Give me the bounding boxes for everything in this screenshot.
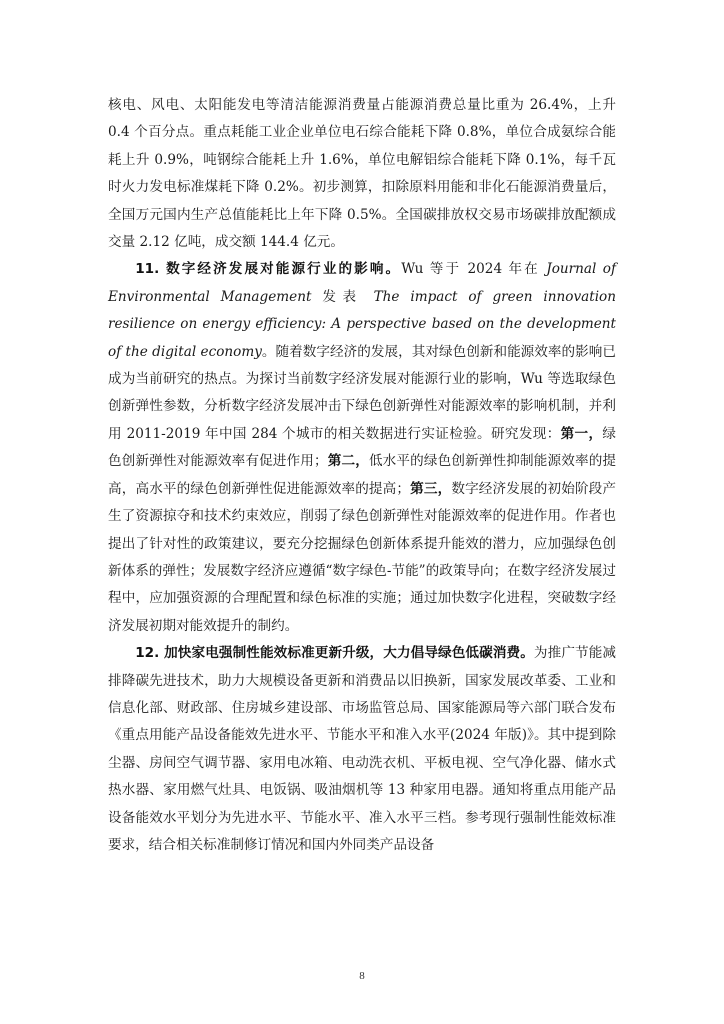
text-span: 数字经济发展的初始阶段产生了资源掠夺和技术约束效应，削弱了绿色创新弹性对能源效率的促进作用。作者也提出了针对性的政策建议，要充分挖掘绿色创新体系提升能效的潜力，应加强绿色创新体系的弹性；发展数字经济应遵循“数字绿色-节能”的政策导向；在数字经济发展过程中，应加强资源的合理配置和绿色标准的实施；通过加快数字化进程，突破数字经济发展初期对能效提升的制约。 (108, 480, 617, 634)
text-span: 绿色创新弹性对能源效率有促进作用； (108, 425, 617, 470)
paragraph-energy-statistics: 核电、风电、太阳能发电等清洁能源消费量占能源消费总量比重为 26.4%，上升 0.4 个百分点。重点耗能工业企业单位电石综合能耗下降 0.8%，单位合成氨综合能耗上升 0.9%，吨钢综合能耗上升 1.6%，单位电解铝综合能耗下降 0.1%，每千瓦时火力发电标准煤耗下降 0.2%。初步测算，扣除原料用能和非化石能源消费量后，全国万元国内生产总值能耗比上年下降 0.5%。全国碳排放权交易市场碳排放配额成交量 2.12 亿吨，成交额 144.4 亿元。 (108, 97, 616, 251)
text-span: 发表 (311, 288, 374, 305)
article-title: The impact of green innovation resilience on energy efficiency: A perspective based on the development of the digital economy (108, 288, 616, 360)
section-heading-12: 12. 加快家电强制性能效标准更新升级，大力倡导绿色低碳消费。 (135, 645, 534, 662)
finding-three-label: 第三， (410, 480, 452, 497)
text-span: Wu 等于 2024 年在 (401, 261, 547, 278)
journal-title: Journal of Environmental Management (108, 261, 616, 305)
section-heading-11: 11. 数字经济发展对能源行业的影响。 (135, 261, 402, 278)
text-span: 为推广节能减排降碳先进技术，助力大规模设备更新和消费品以旧换新，国家发展改革委、工业和信息化部、财政部、住房城乡建设部、市场监管总局、国家能源局等六部门联合发布《重点用能产品设备能效先进水平、节能水平和准入水平(2024 年版)》。其中提到除尘器、房间空气调节器、家用电冰箱、电动洗衣机、平板电视、空气净化器、储水式热水器、家用燃气灶具、电饭锅、吸油烟机等 13 种家用电器。通知将重点用能产品设备能效水平划分为先进水平、节能水平、准入水平三档。参考现行强制性能效标准要求，结合相关标准制修订情况和国内外同类产品设备 (108, 645, 617, 853)
paragraph-appliance-standards (108, 640, 616, 859)
page-number: 8 (359, 970, 365, 982)
paragraph-digital-economy (108, 256, 616, 640)
finding-one-label: 第一， (560, 425, 603, 442)
text-span: 。随着数字经济的发展，其对绿色创新和能源效率的影响已成为当前研究的热点。为探讨当前数字经济发展对能源行业的影响，Wu 等选取绿色创新弹性参数，分析数字经济发展冲击下绿色创新弹性对能源效率的影响机制，并利用 2011-2019 年中国 284 个城市的相关数据进行实证检验。研究发现： (108, 343, 616, 442)
finding-two-label: 第二， (327, 453, 369, 470)
body-text (108, 92, 616, 859)
text-span: 低水平的绿色创新弹性抑制能源效率的提高，高水平的绿色创新弹性促进能源效率的提高； (108, 453, 617, 497)
